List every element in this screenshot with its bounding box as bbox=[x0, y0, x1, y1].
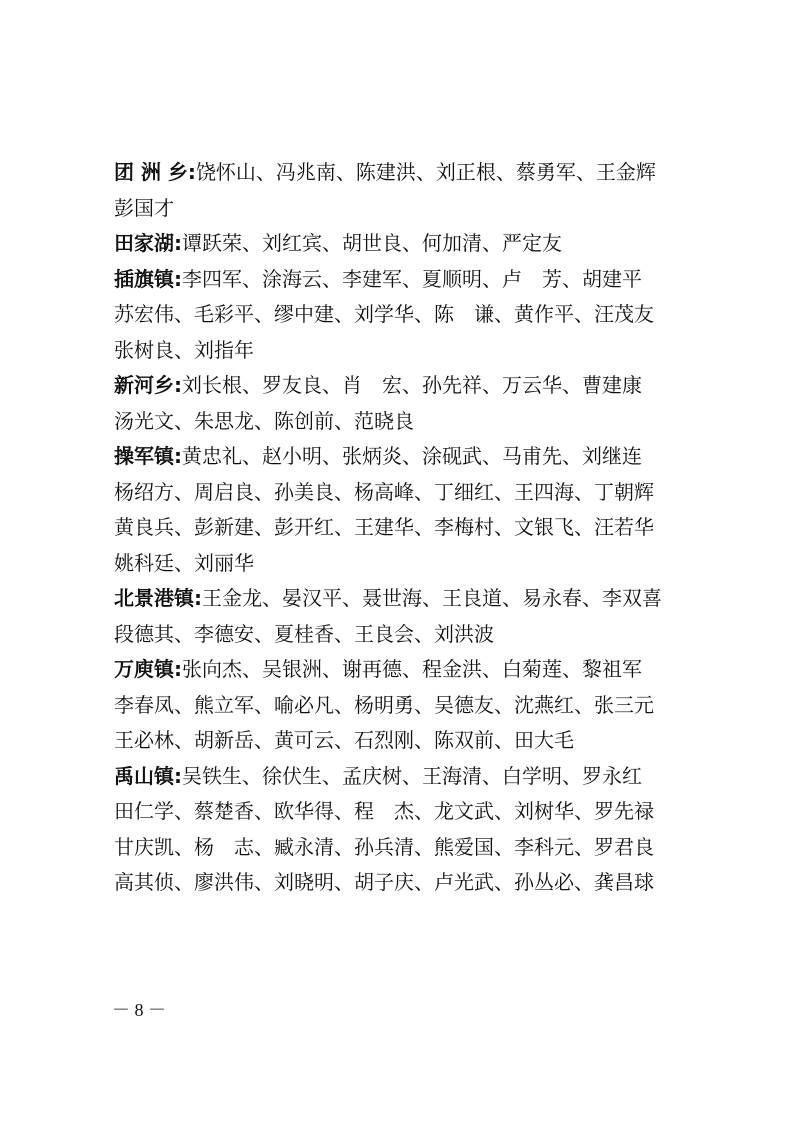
list-line bbox=[114, 830, 686, 866]
list-line bbox=[114, 581, 686, 617]
names-text: 王金龙、晏汉平、聂世海、王良道、易永春、李双喜 bbox=[202, 586, 662, 610]
list-line bbox=[114, 723, 686, 759]
town-label: 北景港镇: bbox=[114, 586, 202, 610]
names-text: 刘长根、罗友良、肖 宏、孙先祥、万云华、曹建康 bbox=[182, 373, 642, 397]
entry-caojun bbox=[114, 439, 686, 581]
names-text: 李春凤、熊立军、喻必凡、杨明勇、吴德友、沈燕红、张三元 bbox=[114, 692, 654, 717]
names-text: 吴铁生、徐伏生、孟庆树、王海清、白学明、罗永红 bbox=[182, 763, 642, 788]
names-text: 高其侦、廖洪伟、刘晓明、胡子庆、卢光武、孙丛必、龚昌球 bbox=[114, 870, 654, 894]
town-label: 田家湖: bbox=[114, 231, 182, 255]
list-line bbox=[114, 794, 686, 830]
town-label: 操军镇: bbox=[114, 444, 182, 468]
list-line bbox=[114, 191, 686, 227]
entry-chaqi bbox=[114, 262, 686, 369]
entry-wanyu bbox=[114, 652, 686, 759]
town-label: 插旗镇: bbox=[114, 266, 182, 291]
list-line bbox=[114, 439, 686, 475]
list-line bbox=[114, 546, 686, 582]
names-text: 黄良兵、彭新建、彭开红、王建华、李梅村、文银飞、汪若华 bbox=[114, 515, 654, 539]
entry-yushan bbox=[114, 759, 686, 901]
names-text: 姚科廷、刘丽华 bbox=[114, 550, 254, 575]
names-text: 黄忠礼、赵小明、张炳炎、涂砚武、马甫先、刘继连 bbox=[182, 444, 642, 468]
town-label: 禹山镇: bbox=[114, 763, 182, 788]
list-line bbox=[114, 368, 686, 404]
names-text: 张树良、刘指年 bbox=[114, 337, 254, 362]
names-text: 王必林、胡新岳、黄可云、石烈刚、陈双前、田大毛 bbox=[114, 728, 574, 752]
list-line bbox=[114, 404, 686, 440]
town-label: 团 洲 乡: bbox=[114, 160, 196, 184]
list-line bbox=[114, 226, 686, 262]
town-label: 新河乡: bbox=[114, 373, 182, 397]
names-text: 甘庆凯、杨 志、臧永清、孙兵清、熊爱国、李科元、罗君良 bbox=[114, 834, 654, 859]
town-label: 万庾镇: bbox=[114, 657, 182, 681]
names-text: 李四军、涂海云、李建军、夏顺明、卢 芳、胡建平 bbox=[182, 266, 642, 291]
list-line bbox=[114, 475, 686, 511]
list-line bbox=[114, 652, 686, 688]
names-text: 田仁学、蔡楚香、欧华得、程 杰、龙文武、刘树华、罗先禄 bbox=[114, 799, 654, 823]
entry-beijinggang bbox=[114, 581, 686, 652]
entry-tuanzhou bbox=[114, 155, 686, 226]
names-text: 段德其、李德安、夏桂香、王良会、刘洪波 bbox=[114, 621, 494, 646]
list-line bbox=[114, 297, 686, 333]
names-text: 苏宏伟、毛彩平、缪中建、刘学华、陈 谦、黄作平、汪茂友 bbox=[114, 302, 654, 326]
names-text: 谭跃荣、刘红宾、胡世良、何加清、严定友 bbox=[182, 231, 562, 255]
list-line bbox=[114, 688, 686, 724]
list-line bbox=[114, 262, 686, 298]
list-line bbox=[114, 333, 686, 369]
town-name-list bbox=[114, 155, 686, 901]
entry-tianjiahu bbox=[114, 226, 686, 262]
list-line bbox=[114, 865, 686, 901]
list-line bbox=[114, 759, 686, 795]
list-line bbox=[114, 617, 686, 653]
names-text: 杨绍方、周启良、孙美良、杨高峰、丁细红、王四海、丁朝辉 bbox=[114, 479, 654, 504]
names-text: 饶怀山、冯兆南、陈建洪、刘正根、蔡勇军、王金辉 bbox=[195, 160, 656, 184]
names-text: 汤光文、朱思龙、陈创前、范晓良 bbox=[114, 408, 414, 433]
names-text: 张向杰、吴银洲、谢再德、程金洪、白菊莲、黎祖军 bbox=[182, 657, 642, 681]
page-number: － 8 － bbox=[112, 1000, 166, 1020]
names-text: 彭国才 bbox=[114, 195, 174, 220]
list-line bbox=[114, 155, 686, 191]
entry-xinhe bbox=[114, 368, 686, 439]
list-line bbox=[114, 510, 686, 546]
